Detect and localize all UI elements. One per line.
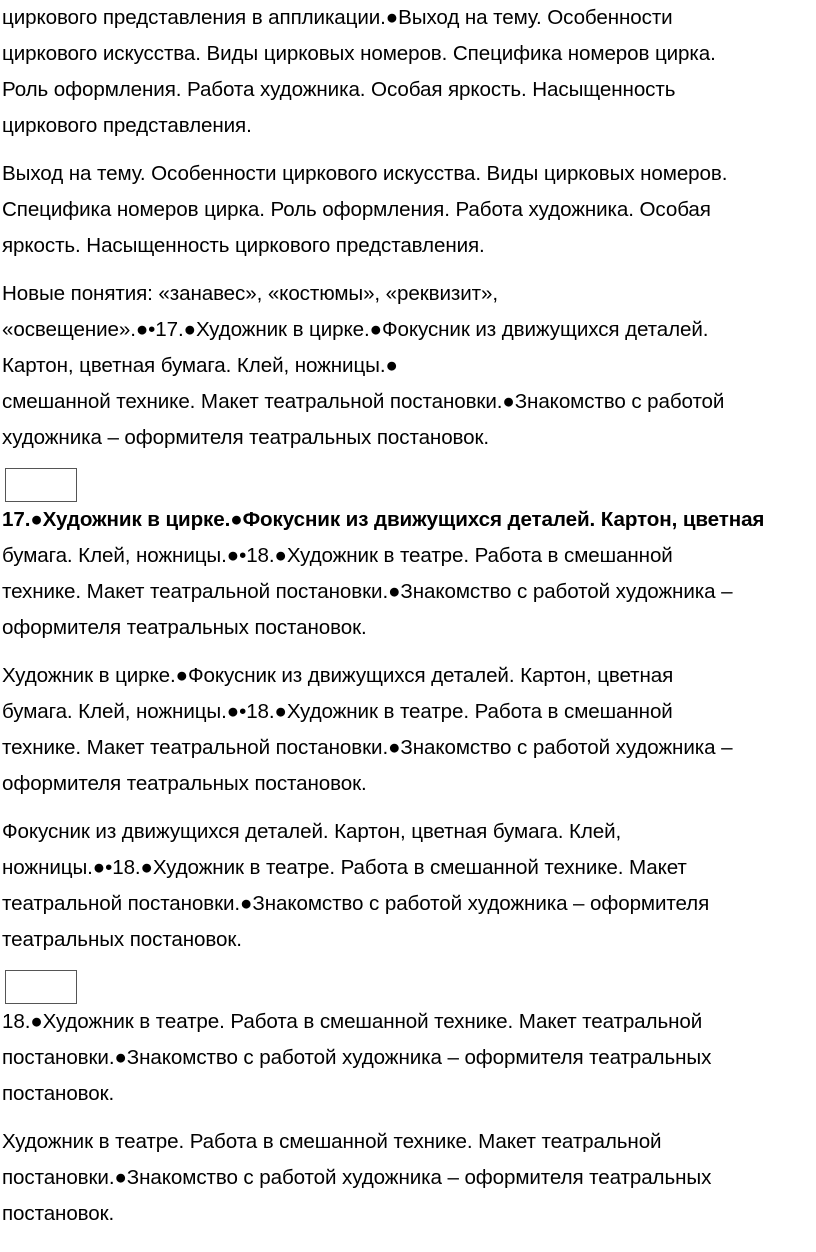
p3-line-2: «освещение».●•17.●Художник в цирке.●Фокусник из движущихся деталей. — [2, 318, 709, 341]
p7-line-1: 18.●Художник в театре. Работа в смешанной технике. Макет театральной — [2, 1010, 703, 1033]
p4-line-4: оформителя театральных постановок. — [2, 616, 367, 639]
p7-line-3: постановок. — [2, 1082, 115, 1105]
p6-line-4: театральных постановок. — [2, 928, 242, 951]
p1-line-3: Роль оформления. Работа художника. Особая яркость. Насыщенность — [2, 78, 676, 101]
p6-line-2: ножницы.●•18.●Художник в театре. Работа в смешанной технике. Макет — [2, 856, 687, 879]
empty-table-cell-2 — [5, 970, 77, 1004]
p6-line-1: Фокусник из движущихся деталей. Картон, цветная бумага. Клей, — [2, 820, 622, 843]
p3-line-3: Картон, цветная бумага. Клей, ножницы.● — [2, 354, 398, 377]
p4-line-3: технике. Макет театральной постановки.●Знакомство с работой художника – — [2, 580, 733, 603]
p7-line-2: постановки.●Знакомство с работой художника – оформителя театральных — [2, 1046, 712, 1069]
p3-line-4: смешанной технике. Макет театральной постановки.●Знакомство с работой — [2, 390, 725, 413]
p2-line-2: Специфика номеров цирка. Роль оформления. Работа художника. Особая — [2, 198, 711, 221]
paragraph-3 — [2, 276, 812, 456]
p2-line-3: яркость. Насыщенность циркового представления. — [2, 234, 485, 257]
paragraph-6 — [2, 814, 812, 958]
p5-line-1: Художник в цирке.●Фокусник из движущихся деталей. Картон, цветная — [2, 664, 674, 687]
p8-line-3: постановок. — [2, 1202, 115, 1225]
p3-line-1: Новые понятия: «занавес», «костюмы», «реквизит», — [2, 282, 498, 305]
p8-line-1: Художник в театре. Работа в смешанной технике. Макет театральной — [2, 1130, 662, 1153]
p8-line-2: постановки.●Знакомство с работой художника – оформителя театральных — [2, 1166, 712, 1189]
empty-table-cell-1 — [5, 468, 77, 502]
paragraph-1 — [2, 0, 812, 144]
paragraph-2 — [2, 156, 812, 264]
p4-line-1: 17.●Художник в цирке.●Фокусник из движущихся деталей. Картон, цветная — [2, 508, 765, 531]
p3-line-5: художника – оформителя театральных постановок. — [2, 426, 490, 449]
paragraph-7 — [2, 1004, 812, 1112]
p1-line-1: циркового представления в аппликации.●Выход на тему. Особенности — [2, 6, 673, 29]
p5-line-2: бумага. Клей, ножницы.●•18.●Художник в театре. Работа в смешанной — [2, 700, 673, 723]
paragraph-8 — [2, 1124, 812, 1232]
p6-line-3: театральной постановки.●Знакомство с работой художника – оформителя — [2, 892, 710, 915]
paragraph-4 — [2, 502, 812, 646]
paragraph-5 — [2, 658, 812, 802]
p1-line-2: циркового искусства. Виды цирковых номеров. Специфика номеров цирка. — [2, 42, 716, 65]
p2-line-1: Выход на тему. Особенности циркового искусства. Виды цирковых номеров. — [2, 162, 728, 185]
p4-line-2: бумага. Клей, ножницы.●•18.●Художник в театре. Работа в смешанной — [2, 544, 673, 567]
p5-line-3: технике. Макет театральной постановки.●Знакомство с работой художника – — [2, 736, 733, 759]
p5-line-4: оформителя театральных постановок. — [2, 772, 367, 795]
p1-line-4: циркового представления. — [2, 114, 252, 137]
